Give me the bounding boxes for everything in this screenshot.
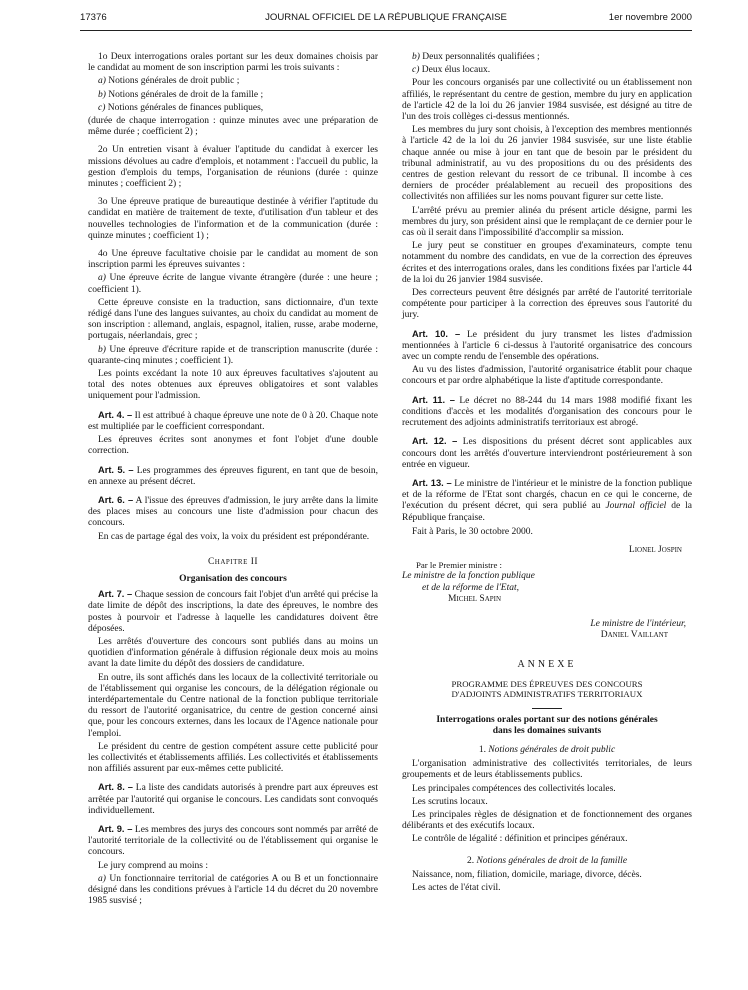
header-rule [80, 30, 692, 31]
article-text: Le décret no 88-244 du 14 mars 1988 modifié fixant les conditions d'accès et les modalités d'organisation des concours pour le recrutement des adjoints administratifs territoriaux est abrogé. [402, 395, 692, 429]
paragraph: Le jury peut se constituer en groupes d'examinateurs, compte tenu notamment du nombre des candidats, en vue de la correction des épreuves écrites et des interrogations orales, dans les conditions fixées par l'article 44 de la loi du 26 janvier 1984 susvisée. [402, 241, 692, 285]
paragraph: Les arrêtés d'ouverture des concours sont publiés dans au moins un quotidien d'information générale à diffusion régionale deux mois au moins avant la date limite du dépôt des dossiers de candidature. [88, 636, 378, 670]
article-11 [402, 395, 692, 430]
right-column [402, 52, 692, 896]
paragraph: 2o Un entretien visant à évaluer l'aptitude du candidat à exercer les missions dévolues au cadre d'emplois, et notamment : l'accueil du public, la gestion d'emplois du temps, l'organisation de réunions (durée : quinze minutes ; coefficient 2) ; [88, 145, 378, 190]
journal-name: Journal officiel [605, 501, 667, 512]
article-label: Art. 12. – [412, 436, 458, 447]
article-10 [402, 329, 692, 364]
article-8 [88, 782, 378, 817]
signature-block-pm [402, 560, 692, 605]
paragraph: Les actes de l'état civil. [412, 882, 501, 893]
programme-title [402, 679, 692, 700]
paragraph: Le contrôle de légalité : définition et principes généraux. [412, 834, 628, 845]
item-label: b) [412, 52, 420, 62]
paragraph: 3o Une épreuve pratique de bureautique destinée à vérifier l'aptitude du candidat en matière de traitement de texte, d'utilisation d'un tableur et des nouvelles technologies de l'information et de la communication (durée : quinze minutes ; coefficient 1) ; [88, 197, 378, 241]
article-label: Art. 8. – [98, 782, 133, 793]
paragraph: Des correcteurs peuvent être désignés par arrêté de l'autorité territoriale compétente pour participer à la correction des épreuves sous l'autorité du jury. [402, 288, 692, 321]
article-label: Art. 5. – [98, 464, 134, 475]
item-label: a) [98, 76, 106, 87]
item-label: b) [98, 344, 106, 355]
list-item [88, 874, 378, 908]
minister-title-line-1: Le ministre de la fonction publique [402, 571, 535, 582]
article-text: Chaque session de concours fait l'objet d'un arrêté qui précise la date limite de dépôt des inscriptions, la date des épreuves, le nombre des postes à pourvoir et l'adresse à laquelle les candidatures doivent être déposées. [88, 590, 378, 634]
item-label: a) [98, 273, 106, 284]
section-number: 2. [466, 855, 475, 866]
article-label: Art. 10. – [412, 328, 461, 339]
page-number: 17376 [80, 12, 107, 23]
minister-interieur-title: Le ministre de l'intérieur, [590, 618, 686, 629]
article-9 [88, 824, 378, 859]
article-text: Il est attribué à chaque épreuve une note de 0 à 20. Chaque note est multipliée par le coefficient correspondant. [88, 410, 379, 432]
article-13 [402, 478, 692, 524]
page-header [80, 10, 692, 26]
paragraph: Naissance, nom, filiation, domicile, mariage, divorce, décès. [412, 869, 642, 880]
paragraph: (durée de chaque interrogation : quinze minutes avec une préparation de même durée ; coefficient 2) ; [88, 116, 378, 138]
list-item [402, 65, 692, 76]
separator [532, 708, 562, 709]
left-column [88, 52, 378, 909]
article-4 [88, 410, 378, 433]
article-label: Art. 6. – [98, 494, 134, 505]
list-item [402, 52, 692, 63]
item-text: Une épreuve écrite de langue vivante étrangère (durée : une heure ; coefficient 1). [88, 273, 379, 295]
signatory-fonction-publique: Michel Sapin [448, 593, 502, 604]
paragraph: 1o Deux interrogations orales portant sur les deux domaines choisis par le candidat au moment de son inscription parmi les trois suivants : [88, 52, 378, 74]
paragraph: Au vu des listes d'admission, l'autorité organisatrice établit pour chaque concours et par ordre alphabétique la liste d'aptitude correspondante. [402, 365, 692, 387]
annexe-subtitle-line-1: Interrogations orales portant sur des notions générales [436, 714, 658, 725]
paragraph: Les principales compétences des collectivités locales. [412, 783, 616, 794]
paragraph: En cas de partage égal des voix, la voix du président est prépondérante. [98, 531, 370, 542]
paragraph: Les principales règles de désignation et de fonctionnement des organes délibérants et des exécutifs locaux. [402, 809, 692, 832]
paragraph: Pour les concours organisés par une collectivité ou un établissement non affiliés, le représentant du centre de gestion, membre du jury en application de l'article 42 de la loi du 26 janvier 1984 susvisée, est désigné au titre de l'un des trois collèges ci-dessus mentionnés. [402, 78, 692, 123]
article-text: La liste des candidats autorisés à prendre part aux épreuves est arrêtée par l'autorité qui organise le concours. Les candidats sont convoqués individuellement. [88, 783, 379, 816]
section-heading-1 [402, 745, 692, 756]
article-text: Le ministre de l'intérieur et le ministre de la fonction publique et de la réforme de l'Etat sont chargés, chacun en ce qui le concerne, de l'exécution du présent décret, qui sera publié au [402, 478, 692, 512]
item-text: Une épreuve d'écriture rapide et de transcription manuscrite (durée : quarante-cinq minutes ; coefficient 1). [88, 344, 379, 366]
list-item [88, 345, 378, 367]
article-text-end: de la République française. [402, 501, 693, 523]
article-label: Art. 4. – [98, 409, 133, 420]
paragraph: Cette épreuve consiste en la traduction, sans dictionnaire, d'un texte rédigé dans l'une des langues suivantes, au choix du candidat au moment de son inscription : allemand, anglais, espagnol, italien, russe, arabe moderne, portugais, néerlandais, grec ; [88, 297, 378, 342]
minister-title-line-2: et de la réforme de l'Etat, [422, 582, 520, 593]
item-text: Notions générales de finances publiques, [107, 102, 264, 113]
list-item [88, 273, 378, 295]
programme-title-line-1: PROGRAMME DES ÉPREUVES DES CONCOURS [451, 678, 643, 689]
list-item [88, 103, 378, 114]
signature-place-date: Fait à Paris, le 30 octobre 2000. [412, 526, 533, 537]
paragraph: Les scrutins locaux. [412, 796, 488, 807]
signatory-prime-minister: Lionel Jospin [628, 544, 682, 555]
paragraph: Le président du centre de gestion compétent assure cette publicité pour les collectivités et établissements affiliés. Les collectivités et établissements non affiliés assurent par eux-mêmes cette publicité. [88, 741, 378, 775]
section-title: Notions générales de droit public [488, 744, 616, 755]
paragraph: En outre, ils sont affichés dans les locaux de la collectivité territoriale ou de l'établissement qui organise les concours, de la délégation régionale ou interdépartementale du Centre national de la fonction publique territoriale du ressort de l'autorité organisatrice, du centre de gestion concerné ainsi que, pour les concours externes, dans les locaux de l'Agence nationale pour l'emploi. [88, 672, 378, 739]
article-text: Les membres des jurys des concours sont nommés par arrêté de l'autorité territoriale de la collectivité ou de l'établissement qui organise le concours. [88, 824, 379, 858]
paragraph: L'arrêté prévu au premier alinéa du présent article désigne, parmi les membres du jury, son président ainsi que le remplaçant de ce dernier pour le cas où il serait dans l'impossibilité d'accomplir sa mission. [402, 205, 692, 239]
article-text: Les dispositions du présent décret sont applicables aux concours dont les arrêtés d'ouverture interviendront postérieurement à son entrée en vigueur. [402, 437, 692, 470]
article-label: Art. 7. – [98, 589, 133, 600]
section-heading-2 [402, 856, 692, 867]
paragraph: Les épreuves écrites sont anonymes et font l'objet d'une double correction. [88, 435, 378, 457]
section-title: Notions générales de droit de la famille [476, 855, 628, 866]
article-5 [88, 465, 378, 488]
article-label: Art. 9. – [98, 823, 133, 834]
article-6 [88, 495, 378, 530]
journal-title: JOURNAL OFFICIEL DE LA RÉPUBLIQUE FRANÇAISE [265, 12, 507, 23]
item-label: c) [98, 102, 106, 113]
paragraph: Le jury comprend au moins : [98, 860, 209, 871]
list-item [88, 76, 378, 87]
item-text: Notions générales de droit de la famille ; [108, 89, 264, 100]
item-text: Deux élus locaux. [421, 65, 491, 76]
programme-title-line-2: D'ADJOINTS ADMINISTRATIFS TERRITORIAUX [451, 689, 643, 700]
item-text: Un fonctionnaire territorial de catégories A ou B et un fonctionnaire désigné dans les conditions prévues à l'article 14 du décret du 20 novembre 1985 susvisé ; [88, 873, 379, 907]
article-7 [88, 589, 378, 635]
annexe-heading: ANNEXE [517, 659, 577, 671]
paragraph: 4o Une épreuve facultative choisie par le candidat au moment de son inscription parmi les épreuves suivantes : [88, 249, 378, 271]
chapter-heading: Chapitre II [207, 556, 259, 567]
annexe-subtitle [402, 715, 692, 737]
section-number: 1. [478, 744, 486, 755]
article-label: Art. 13. – [412, 477, 452, 488]
signatory-interieur: Daniel Vaillant [600, 630, 668, 641]
par-le-premier-ministre: Par le Premier ministre : [416, 560, 502, 571]
chapter-title: Organisation des concours [179, 573, 287, 584]
article-12 [402, 436, 692, 471]
article-text: A l'issue des épreuves d'admission, le jury arrête dans la limite des places mises au concours une liste d'admission pour chacun des concours. [88, 495, 378, 529]
item-text: Deux personnalités qualifiées ; [422, 52, 540, 62]
item-label: a) [98, 873, 106, 884]
article-label: Art. 11. – [412, 394, 455, 405]
paragraph: Les membres du jury sont choisis, à l'exception des membres mentionnés à l'article 42 de la loi du 26 janvier 1984 susvisée, sur une liste établie chaque année ou mise à jour en tant que de besoin par le président du tribunal administratif, au vu des propositions du ou des présidents des centres de gestion relevant du ressort de ce tribunal. Il incombe à ces derniers de procéder préalablement au recueil des propositions des collectivités non affiliées sur les noms pouvant figurer sur cette liste. [402, 125, 692, 203]
item-label: c) [412, 65, 420, 76]
article-text: Le président du jury transmet les listes d'admission mentionnées à l'article 6 ci-dessus à l'autorité organisatrice des concours avec un compte rendu de l'ensemble des opérations. [402, 329, 693, 363]
paragraph: L'organisation administrative des collectivités territoriales, de leurs groupements et de leurs établissements publics. [402, 759, 692, 781]
paragraph: Les points excédant la note 10 aux épreuves facultatives s'ajoutent au total des notes obtenues aux épreuves obligatoires et sont valables uniquement pour l'admission. [88, 369, 378, 402]
issue-date: 1er novembre 2000 [608, 12, 692, 23]
list-item [88, 90, 378, 101]
item-text: Notions générales de droit public ; [108, 76, 240, 87]
item-label: b) [98, 89, 106, 100]
annexe-subtitle-line-2: dans les domaines suivants [492, 725, 602, 736]
article-text: Les programmes des épreuves figurent, en tant que de besoin, en annexe au présent décret. [88, 465, 378, 487]
